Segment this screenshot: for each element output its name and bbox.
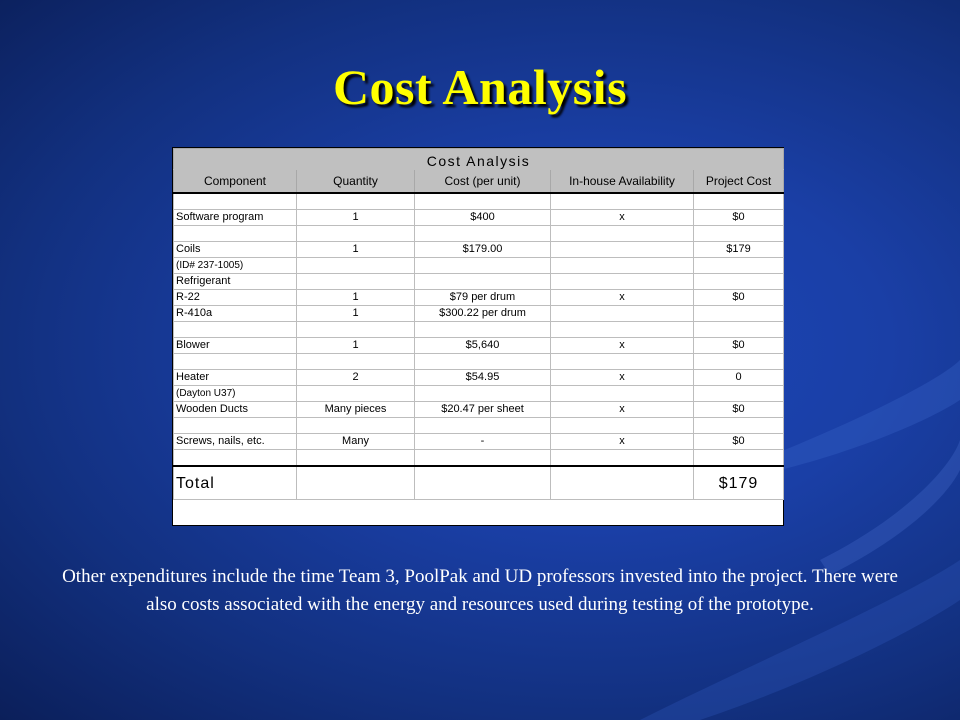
cell-availability [551, 306, 694, 322]
table-row [174, 306, 784, 322]
cell-quantity [297, 193, 415, 210]
cell-cost [415, 258, 551, 274]
cell-project-cost: $0 [694, 338, 784, 354]
table-row [174, 354, 784, 370]
cell-quantity: Many pieces [297, 402, 415, 418]
cell-cost: - [415, 434, 551, 450]
cell-component: Refrigerant [174, 274, 297, 290]
slide-title: Cost Analysis [332, 59, 628, 115]
cell-cost: $54.95 [415, 370, 551, 386]
cell-quantity [297, 274, 415, 290]
table-row [174, 450, 784, 467]
cell-project-cost: $0 [694, 402, 784, 418]
cell-availability [551, 274, 694, 290]
table-row [174, 193, 784, 210]
cell-project-cost [694, 354, 784, 370]
cell-component: R-410a [174, 306, 297, 322]
cell-quantity [297, 226, 415, 242]
table-header-row [174, 170, 784, 194]
cell-availability: x [551, 434, 694, 450]
table-row [174, 370, 784, 386]
cost-table-image [172, 147, 784, 526]
cell-quantity [297, 418, 415, 434]
cell-component [174, 418, 297, 434]
cell-component: Software program [174, 210, 297, 226]
cell-project-cost [694, 258, 784, 274]
cell-availability: x [551, 210, 694, 226]
slide-note: Other expenditures include the time Team 3, PoolPak and UD professors invested into the project. There were also costs associated with the energy and resources used during testing of the prototype. [62, 566, 898, 615]
cell-quantity: Many [297, 434, 415, 450]
table-row [174, 418, 784, 434]
cell-availability [551, 322, 694, 338]
table-row [174, 242, 784, 258]
cell-quantity: 1 [297, 242, 415, 258]
table-row [174, 290, 784, 306]
table-row [174, 434, 784, 450]
cell-quantity: 1 [297, 210, 415, 226]
total-label: Total [174, 466, 297, 500]
cell-quantity [297, 322, 415, 338]
cell-quantity: 1 [297, 306, 415, 322]
total-value: $179 [694, 466, 784, 500]
cell-cost [415, 386, 551, 402]
cell-availability: x [551, 370, 694, 386]
cell-availability: x [551, 290, 694, 306]
cell-component: (Dayton U37) [174, 386, 297, 402]
cell-component: Heater [174, 370, 297, 386]
cell-component: Screws, nails, etc. [174, 434, 297, 450]
cell-cost [415, 193, 551, 210]
cell-availability [551, 418, 694, 434]
table-row [174, 210, 784, 226]
cell-cost: $300.22 per drum [415, 306, 551, 322]
cell-quantity [297, 450, 415, 467]
table-row [174, 322, 784, 338]
cell-project-cost [694, 386, 784, 402]
cell-availability: x [551, 338, 694, 354]
table-row [174, 226, 784, 242]
cell-project-cost: $0 [694, 210, 784, 226]
total-empty-cell [551, 466, 694, 500]
cell-availability [551, 226, 694, 242]
cell-availability [551, 242, 694, 258]
cell-cost: $400 [415, 210, 551, 226]
cell-project-cost: $0 [694, 290, 784, 306]
cell-component: Blower [174, 338, 297, 354]
cell-cost: $5,640 [415, 338, 551, 354]
table-row [174, 258, 784, 274]
cell-quantity [297, 354, 415, 370]
cell-cost: $179.00 [415, 242, 551, 258]
cell-component [174, 193, 297, 210]
cost-table [173, 148, 784, 500]
cell-availability [551, 354, 694, 370]
cell-component [174, 354, 297, 370]
cell-availability [551, 386, 694, 402]
cell-cost [415, 418, 551, 434]
column-header-component: Component [174, 170, 297, 194]
cell-component [174, 322, 297, 338]
cell-component: Wooden Ducts [174, 402, 297, 418]
cell-component [174, 226, 297, 242]
table-title: Cost Analysis [174, 149, 784, 170]
cell-project-cost [694, 322, 784, 338]
total-empty-cell [415, 466, 551, 500]
cell-cost [415, 322, 551, 338]
cell-project-cost: 0 [694, 370, 784, 386]
table-row [174, 338, 784, 354]
cell-availability: x [551, 402, 694, 418]
total-empty-cell [297, 466, 415, 500]
column-header-availability: In-house Availability [551, 170, 694, 194]
cell-project-cost: $179 [694, 242, 784, 258]
cell-availability [551, 193, 694, 210]
cell-quantity: 2 [297, 370, 415, 386]
cell-cost [415, 450, 551, 467]
column-header-quantity: Quantity [297, 170, 415, 194]
cell-cost [415, 226, 551, 242]
cell-component: R-22 [174, 290, 297, 306]
cell-quantity: 1 [297, 290, 415, 306]
column-header-project-cost: Project Cost [694, 170, 784, 194]
cell-cost: $79 per drum [415, 290, 551, 306]
table-title-row [174, 149, 784, 170]
cell-project-cost [694, 226, 784, 242]
cell-availability [551, 258, 694, 274]
cell-quantity [297, 386, 415, 402]
cell-availability [551, 450, 694, 467]
cell-component [174, 450, 297, 467]
cell-component: Coils [174, 242, 297, 258]
table-row [174, 386, 784, 402]
cell-project-cost [694, 193, 784, 210]
column-header-cost: Cost (per unit) [415, 170, 551, 194]
table-row [174, 402, 784, 418]
cell-project-cost: $0 [694, 434, 784, 450]
cell-project-cost [694, 274, 784, 290]
cell-quantity: 1 [297, 338, 415, 354]
total-row [174, 466, 784, 500]
cell-cost: $20.47 per sheet [415, 402, 551, 418]
cell-cost [415, 354, 551, 370]
cell-component: (ID# 237-1005) [174, 258, 297, 274]
cell-project-cost [694, 450, 784, 467]
table-row [174, 274, 784, 290]
cell-project-cost [694, 418, 784, 434]
cell-cost [415, 274, 551, 290]
cell-project-cost [694, 306, 784, 322]
cell-quantity [297, 258, 415, 274]
